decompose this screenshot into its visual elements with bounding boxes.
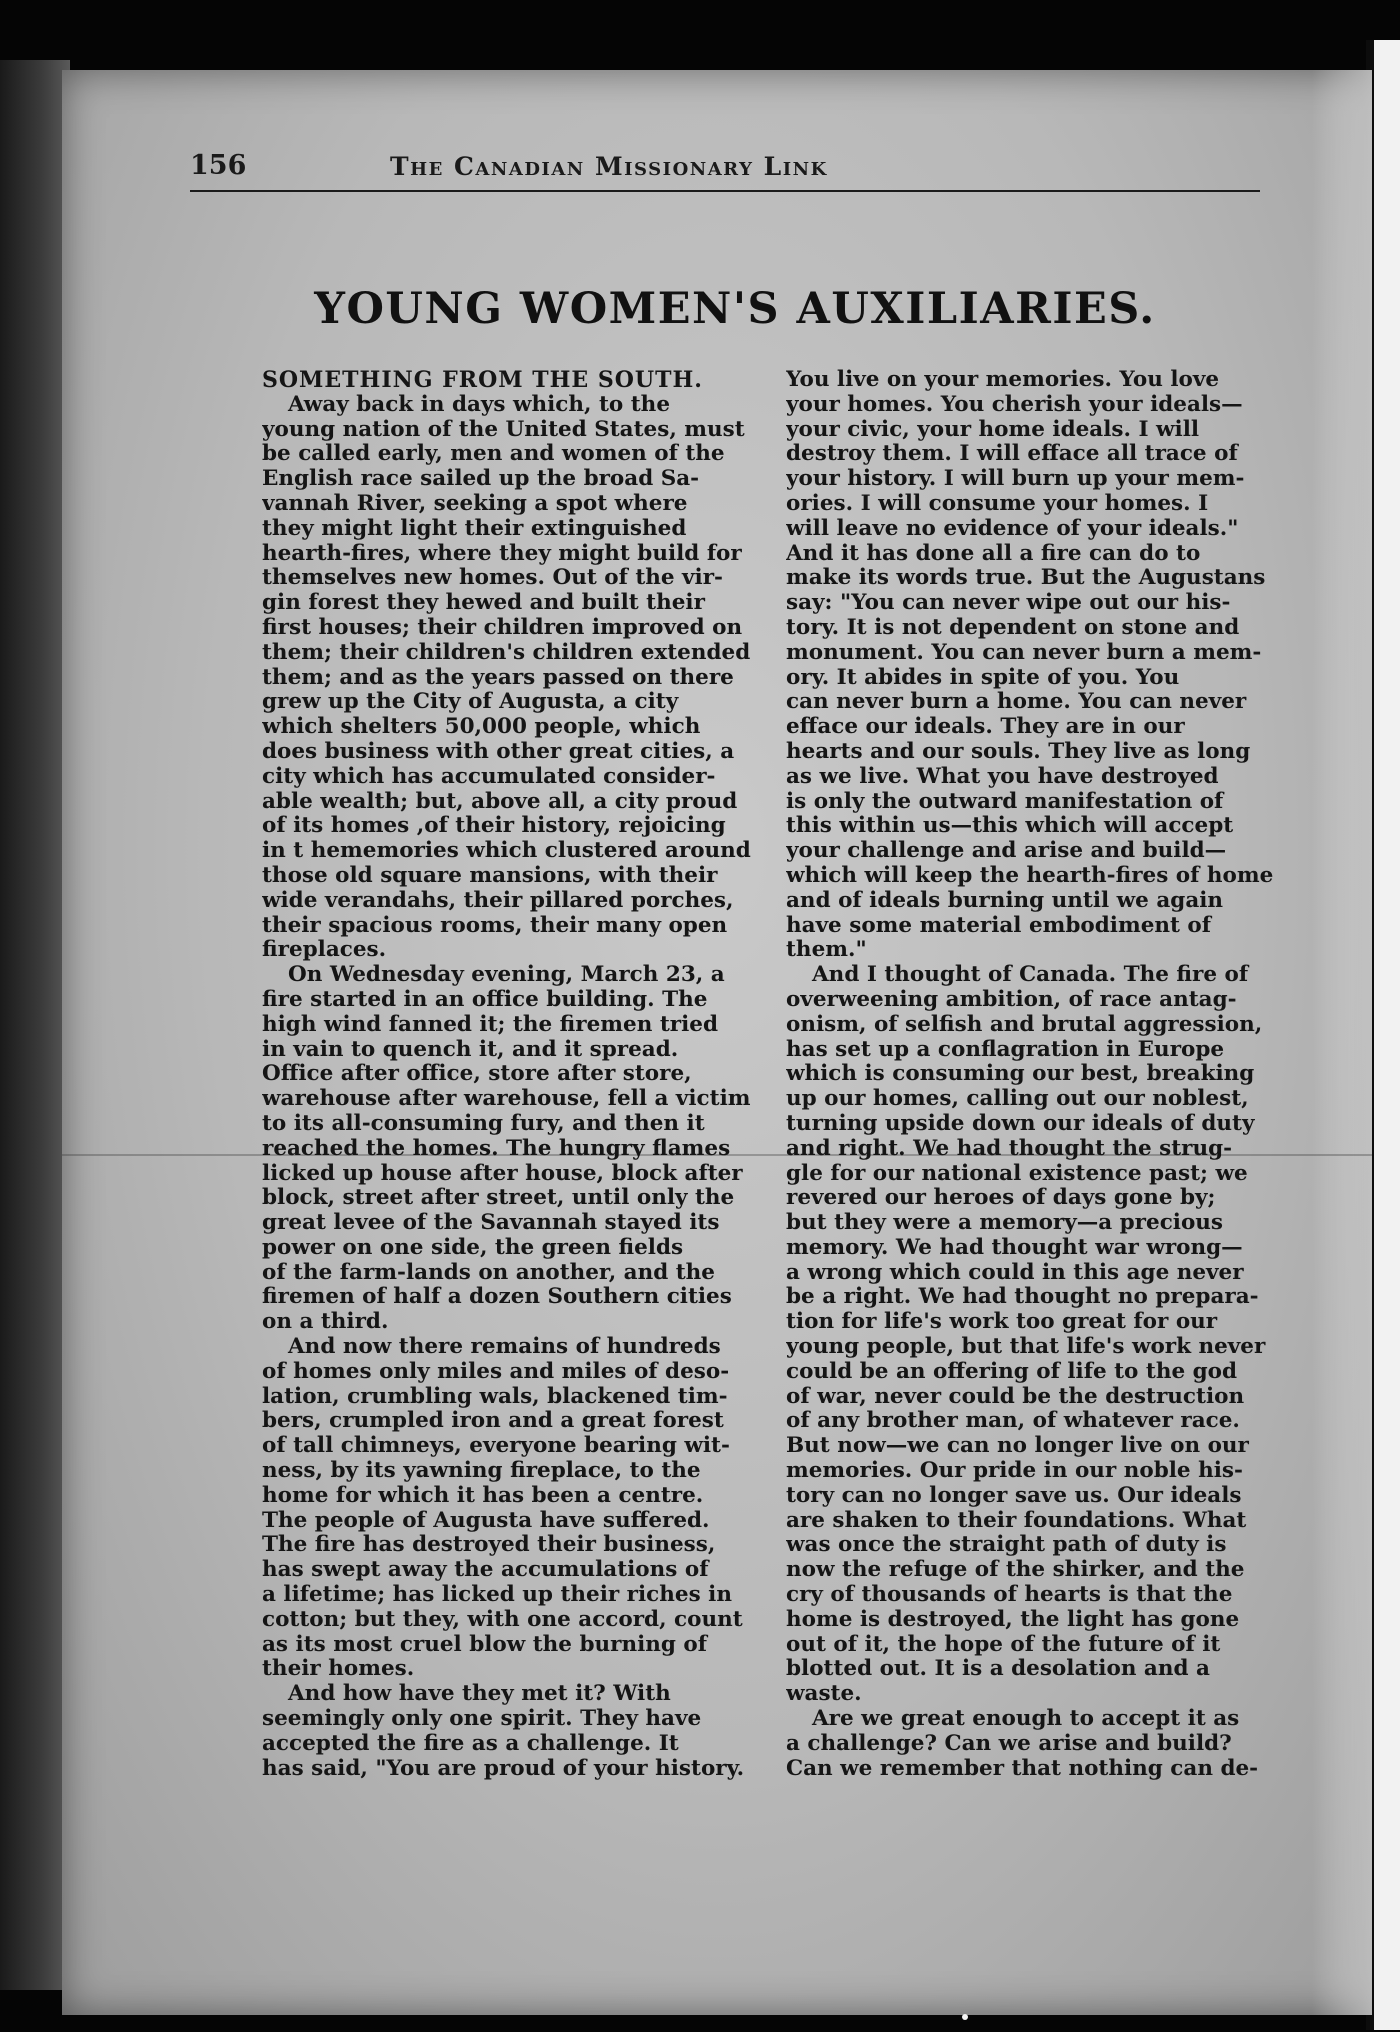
article-title: SOMETHING FROM THE SOUTH. [262, 368, 703, 393]
text-line: gle for our national existence past; we [786, 1161, 1248, 1186]
text-line: a challenge? Can we arise and build? [786, 1731, 1232, 1756]
text-line: revered our heroes of days gone by; [786, 1186, 1216, 1211]
text-line: On Wednesday evening, March 23, a [288, 963, 725, 988]
text-line: say: "You can never wipe out our his- [786, 591, 1231, 616]
text-line: gin forest they hewed and built their [262, 591, 705, 616]
text-line: destroy them. I will efface all trace of [786, 442, 1238, 467]
text-line: of its homes ,of their history, rejoicing [262, 814, 726, 839]
text-line: And it has done all a fire can do to [786, 541, 1201, 566]
text-line: great levee of the Savannah stayed its [262, 1211, 720, 1236]
text-line: wide verandahs, their pillared porches, [262, 888, 734, 913]
text-line: licked up house after house, block after [262, 1161, 743, 1186]
text-line: to its all-consuming fury, and then it [262, 1111, 705, 1136]
page-header [190, 130, 1260, 192]
text-line: will leave no evidence of your ideals." [786, 516, 1239, 541]
text-line: which shelters 50,000 people, which [262, 715, 701, 740]
text-line: tory. It is not dependent on stone and [786, 615, 1240, 640]
text-line: them; and as the years passed on there [262, 665, 734, 690]
text-line: home is destroyed, the light has gone [786, 1607, 1240, 1632]
scan-speck [962, 2014, 968, 2020]
text-line: has set up a conflagration in Europe [786, 1037, 1225, 1062]
text-line: city which has accumulated consider- [262, 764, 716, 789]
text-line: those old square mansions, with their [262, 863, 718, 888]
text-line: in t hememories which clustered around [262, 839, 751, 864]
text-line: cry of thousands of hearts is that the [786, 1583, 1233, 1608]
text-line: your civic, your home ideals. I will [786, 417, 1200, 442]
text-line: have some material embodiment of [786, 913, 1212, 938]
text-line: as we live. What you have destroyed [786, 764, 1219, 789]
text-line: out of it, the hope of the future of it [786, 1632, 1221, 1657]
section-title: YOUNG WOMEN'S AUXILIARIES. [314, 284, 1156, 334]
text-line: But now—we can no longer live on our [786, 1434, 1249, 1459]
text-line: of homes only miles and miles of deso- [262, 1359, 730, 1384]
text-line: ness, by its yawning fireplace, to the [262, 1459, 701, 1484]
text-line: onism, of selfish and brutal aggression, [786, 1012, 1263, 1037]
text-line: warehouse after warehouse, fell a victim [262, 1087, 751, 1112]
adjacent-page-edge [1374, 40, 1400, 2030]
text-line: make its words true. But the Augustans [786, 566, 1266, 591]
text-line: up our homes, calling out our noblest, [786, 1087, 1249, 1112]
text-line: turning upside down our ideals of duty [786, 1111, 1255, 1136]
text-line: of the farm-lands on another, and the [262, 1260, 715, 1285]
text-line: And I thought of Canada. The fire of [812, 963, 1249, 988]
text-line: The fire has destroyed their business, [262, 1533, 716, 1558]
text-line: efface our ideals. They are in our [786, 715, 1185, 740]
text-line: be a right. We had thought no prepara- [786, 1285, 1259, 1310]
text-line: and of ideals burning until we again [786, 888, 1224, 913]
text-line: memories. Our pride in our noble his- [786, 1459, 1243, 1484]
text-line: hearts and our souls. They live as long [786, 739, 1251, 764]
text-line: them." [786, 938, 867, 963]
text-line: they might light their extinguished [262, 516, 687, 541]
text-line: waste. [786, 1682, 862, 1707]
text-line: seemingly only one spirit. They have [262, 1707, 702, 1732]
text-line: bers, crumpled iron and a great forest [262, 1409, 724, 1434]
text-line: young people, but that life's work never [786, 1335, 1266, 1360]
text-line: fire started in an office building. The [262, 987, 708, 1012]
text-line: which will keep the hearth-fires of home [786, 863, 1274, 888]
text-line: as its most cruel blow the burning of [262, 1632, 707, 1657]
text-line: monument. You can never burn a mem- [786, 640, 1262, 665]
left-column [262, 368, 792, 1781]
text-line: is only the outward manifestation of [786, 789, 1224, 814]
text-line: The people of Augusta have suffered. [262, 1508, 710, 1533]
text-line: can never burn a home. You can never [786, 690, 1247, 715]
text-line: them; their children's children extended [262, 640, 751, 665]
text-line: could be an offering of life to the god [786, 1359, 1238, 1384]
text-line: on a third. [262, 1310, 389, 1335]
text-line: be called early, men and women of the [262, 442, 725, 467]
text-line: has swept away the accumulations of [262, 1558, 709, 1583]
page-number: 156 [190, 150, 247, 181]
text-line: block, street after street, until only the [262, 1186, 735, 1211]
text-line: in vain to quench it, and it spread. [262, 1037, 679, 1062]
text-line: And how have they met it? With [288, 1682, 671, 1707]
text-line: Are we great enough to accept it as [812, 1707, 1240, 1732]
text-line: cotton; but they, with one accord, count [262, 1607, 743, 1632]
text-line: and right. We had thought the strug- [786, 1136, 1233, 1161]
text-line: has said, "You are proud of your history. [262, 1756, 745, 1781]
text-line: And now there remains of hundreds [288, 1335, 721, 1360]
text-line: blotted out. It is a desolation and a [786, 1657, 1210, 1682]
text-line: Can we remember that nothing can de- [786, 1756, 1259, 1781]
text-line: of any brother man, of whatever race. [786, 1409, 1240, 1434]
right-column [786, 368, 1301, 1781]
text-line: overweening ambition, of race antag- [786, 987, 1237, 1012]
text-line: tion for life's work too great for our [786, 1310, 1218, 1335]
text-line: themselves new homes. Out of the vir- [262, 566, 723, 591]
text-line: young nation of the United States, must [262, 417, 745, 442]
text-line: English race sailed up the broad Sa- [262, 467, 700, 492]
text-line: now the refuge of the shirker, and the [786, 1558, 1245, 1583]
text-line: memory. We had thought war wrong— [786, 1235, 1243, 1260]
text-line: reached the homes. The hungry flames [262, 1136, 731, 1161]
text-line: but they were a memory—a precious [786, 1211, 1224, 1236]
text-line: firemen of half a dozen Southern cities [262, 1285, 732, 1310]
text-line: your challenge and arise and build— [786, 839, 1227, 864]
text-line: their spacious rooms, their many open [262, 913, 728, 938]
text-line: does business with other great cities, a [262, 739, 735, 764]
text-line: first houses; their children improved on [262, 615, 743, 640]
text-line: ory. It abides in spite of you. You [786, 665, 1180, 690]
text-line: hearth-fires, where they might build for [262, 541, 742, 566]
running-head: The Canadian Missionary Link [390, 152, 828, 181]
text-line: of war, never could be the destruction [786, 1384, 1245, 1409]
text-line: able wealth; but, above all, a city proud [262, 789, 738, 814]
page-highlight [1312, 70, 1372, 2015]
text-line: home for which it has been a centre. [262, 1483, 704, 1508]
text-line: your homes. You cherish your ideals— [786, 392, 1243, 417]
text-line: high wind fanned it; the firemen tried [262, 1012, 718, 1037]
text-line: was once the straight path of duty is [786, 1533, 1227, 1558]
text-line: tory can no longer save us. Our ideals [786, 1483, 1242, 1508]
text-line: this within us—this which will accept [786, 814, 1234, 839]
text-line: a wrong which could in this age never [786, 1260, 1244, 1285]
text-line: which is consuming our best, breaking [786, 1062, 1255, 1087]
text-line: grew up the City of Augusta, a city [262, 690, 679, 715]
text-line: a lifetime; has licked up their riches in [262, 1583, 732, 1608]
binding-margin [0, 60, 70, 1990]
text-line: You live on your memories. You love [786, 368, 1220, 392]
text-line: accepted the fire as a challenge. It [262, 1731, 679, 1756]
text-line: fireplaces. [262, 938, 387, 963]
text-line: their homes. [262, 1657, 415, 1682]
text-line: vannah River, seeking a spot where [262, 491, 688, 516]
text-line: Office after office, store after store, [262, 1062, 692, 1087]
text-line: your history. I will burn up your mem- [786, 467, 1245, 492]
text-line: Away back in days which, to the [288, 392, 670, 417]
text-line: are shaken to their foundations. What [786, 1508, 1247, 1533]
text-line: power on one side, the green fields [262, 1235, 684, 1260]
text-line: of tall chimneys, everyone bearing wit- [262, 1434, 730, 1459]
text-line: lation, crumbling wals, blackened tim- [262, 1384, 728, 1409]
text-line: ories. I will consume your homes. I [786, 491, 1209, 516]
